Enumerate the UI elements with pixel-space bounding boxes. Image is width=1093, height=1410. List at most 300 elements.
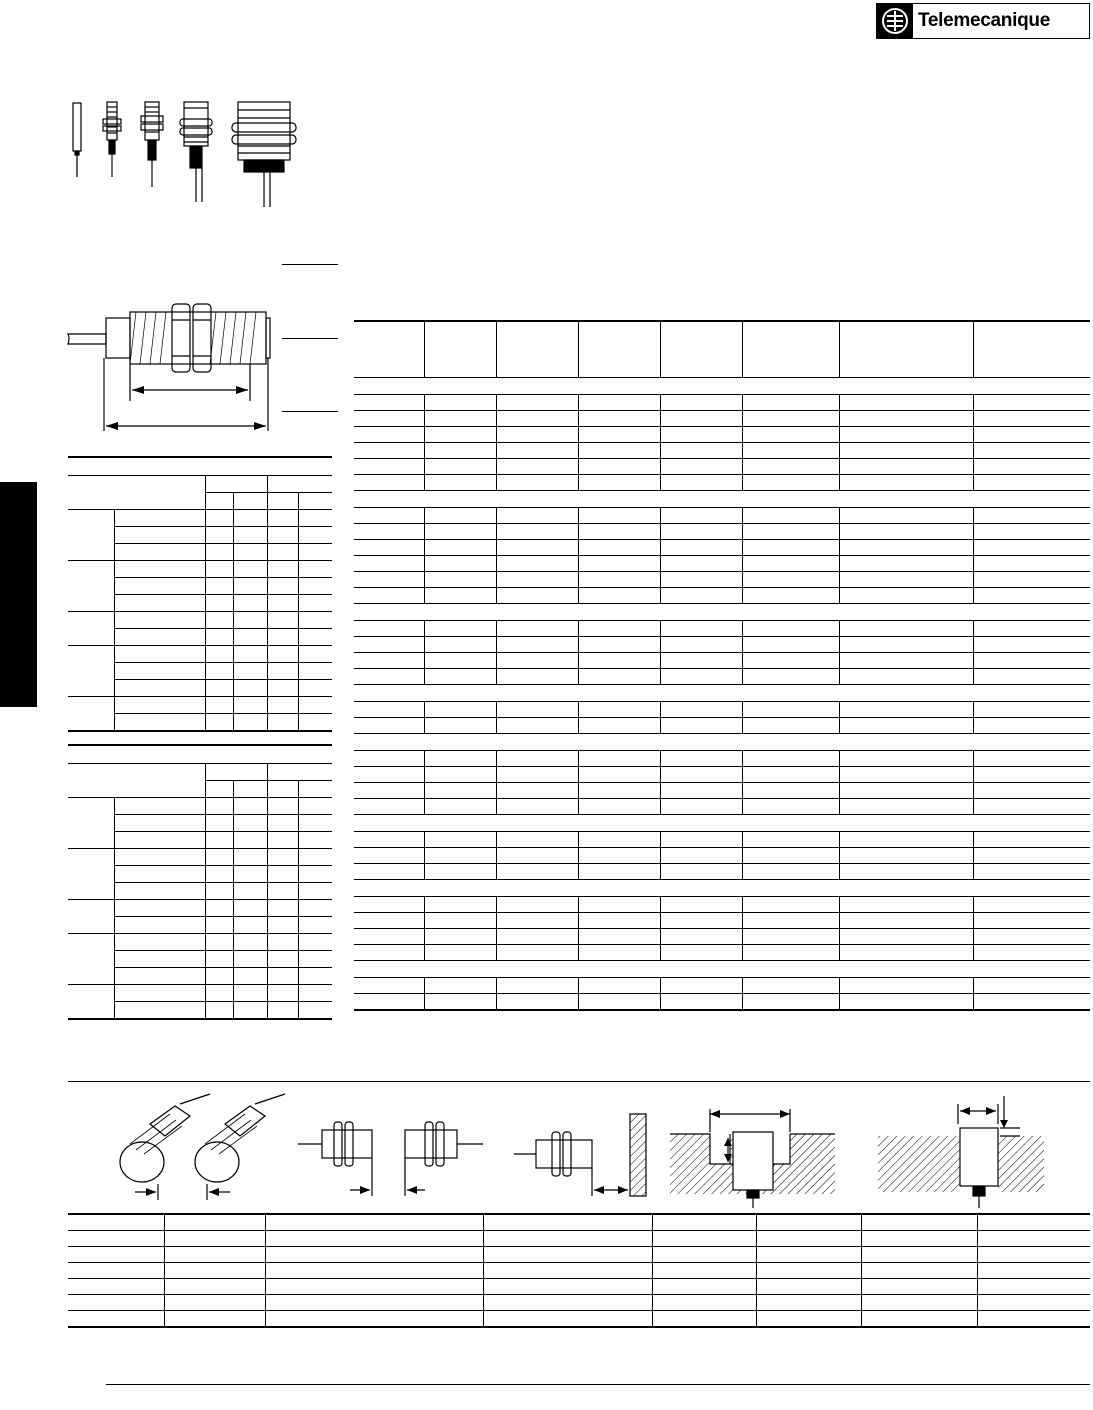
table-row <box>354 864 1090 880</box>
table-cell <box>973 897 1090 913</box>
table-row <box>354 491 1090 508</box>
table-cell <box>742 913 839 929</box>
table-cell <box>354 395 424 411</box>
table-cell <box>977 1279 1090 1295</box>
table-cell <box>578 321 660 378</box>
table-cell <box>496 443 578 459</box>
table-cell <box>742 767 839 783</box>
table-cell <box>354 702 424 718</box>
table-cell <box>660 702 742 718</box>
table-cell <box>756 1231 861 1247</box>
table-cell <box>354 588 424 604</box>
table-cell <box>424 702 496 718</box>
table-cell <box>424 832 496 848</box>
table-row <box>354 524 1090 540</box>
table-cell <box>496 540 578 556</box>
table-cell <box>973 702 1090 718</box>
table-cell <box>354 540 424 556</box>
table-cell <box>496 588 578 604</box>
table-row <box>354 994 1090 1011</box>
table-cell <box>973 588 1090 604</box>
table-cell <box>839 427 973 443</box>
table-cell <box>839 929 973 945</box>
table-row <box>68 1214 1090 1231</box>
table-cell <box>578 718 660 734</box>
table-cell <box>742 556 839 572</box>
table-cell <box>496 653 578 669</box>
table-cell <box>742 637 839 653</box>
table-cell <box>973 799 1090 815</box>
table-cell <box>861 1214 977 1231</box>
table-cell <box>742 897 839 913</box>
table-cell <box>354 832 424 848</box>
section-row <box>354 880 1090 897</box>
table-row <box>354 321 1090 378</box>
table-row <box>354 897 1090 913</box>
table-cell <box>660 767 742 783</box>
table-cell <box>578 508 660 524</box>
rule <box>282 338 338 339</box>
table-cell <box>652 1295 756 1311</box>
table-cell <box>839 767 973 783</box>
table-cell <box>839 653 973 669</box>
table-cell <box>578 621 660 637</box>
table-cell <box>354 848 424 864</box>
table-cell <box>660 459 742 475</box>
table-cell <box>660 395 742 411</box>
table-cell <box>496 751 578 767</box>
table-cell <box>578 540 660 556</box>
table-cell <box>977 1311 1090 1328</box>
table-cell <box>164 1311 265 1328</box>
table-cell <box>354 411 424 427</box>
table-row <box>354 475 1090 491</box>
table-cell <box>973 864 1090 880</box>
table-cell <box>660 913 742 929</box>
table-cell <box>839 978 973 994</box>
table-cell <box>660 848 742 864</box>
table-cell <box>839 994 973 1011</box>
table-cell <box>742 572 839 588</box>
table-cell <box>742 945 839 961</box>
table-cell <box>424 864 496 880</box>
table-cell <box>973 783 1090 799</box>
table-cell <box>164 1295 265 1311</box>
table-cell <box>354 978 424 994</box>
table-row <box>354 427 1090 443</box>
table-cell <box>424 540 496 556</box>
table-cell <box>578 653 660 669</box>
table-cell <box>354 864 424 880</box>
table-cell <box>660 443 742 459</box>
table-cell <box>496 556 578 572</box>
table-cell <box>839 945 973 961</box>
table-cell <box>496 783 578 799</box>
brand-logo <box>876 3 1090 39</box>
table-cell <box>660 321 742 378</box>
table-cell <box>977 1263 1090 1279</box>
table-cell <box>660 799 742 815</box>
table-cell <box>424 669 496 685</box>
table-cell <box>496 669 578 685</box>
table-row <box>354 815 1090 832</box>
table-cell <box>496 994 578 1011</box>
table-cell <box>424 556 496 572</box>
table-cell <box>742 411 839 427</box>
table-row <box>68 1279 1090 1295</box>
table-cell <box>742 669 839 685</box>
table-cell <box>660 783 742 799</box>
table-cell <box>977 1231 1090 1247</box>
table-cell <box>977 1214 1090 1231</box>
table-cell <box>742 540 839 556</box>
table-cell <box>354 556 424 572</box>
table-cell <box>660 540 742 556</box>
table-cell <box>742 929 839 945</box>
table-cell <box>354 427 424 443</box>
table-cell <box>861 1279 977 1295</box>
table-cell <box>578 524 660 540</box>
table-cell <box>483 1247 652 1263</box>
table-cell <box>578 475 660 491</box>
table-cell <box>660 653 742 669</box>
table-row <box>354 621 1090 637</box>
table-cell <box>496 459 578 475</box>
table-cell <box>578 751 660 767</box>
table-cell <box>265 1247 483 1263</box>
table-cell <box>973 395 1090 411</box>
table-cell <box>660 832 742 848</box>
table-cell <box>861 1295 977 1311</box>
table-row <box>68 1311 1090 1328</box>
table-cell <box>424 929 496 945</box>
table-cell <box>578 929 660 945</box>
table-cell <box>424 913 496 929</box>
table-cell <box>652 1279 756 1295</box>
table-cell <box>839 621 973 637</box>
table-cell <box>354 718 424 734</box>
table-cell <box>578 799 660 815</box>
table-cell <box>973 427 1090 443</box>
proximity-sensor-range-illustration <box>66 97 306 212</box>
table-cell <box>496 929 578 945</box>
table-cell <box>483 1295 652 1311</box>
footer-rule <box>106 1384 1090 1385</box>
table-row <box>354 459 1090 475</box>
sensor-dimension-drawing <box>66 296 276 436</box>
table-row <box>354 702 1090 718</box>
brand-name: Telemecanique <box>918 10 1050 31</box>
table-cell <box>354 929 424 945</box>
table-cell <box>354 945 424 961</box>
table-cell <box>660 411 742 427</box>
table-cell <box>578 395 660 411</box>
table-cell <box>424 427 496 443</box>
table-cell <box>496 832 578 848</box>
table-cell <box>652 1263 756 1279</box>
table-cell <box>68 1214 164 1231</box>
table-cell <box>839 540 973 556</box>
table-row <box>354 929 1090 945</box>
table-cell <box>839 459 973 475</box>
table-cell <box>496 897 578 913</box>
table-cell <box>660 572 742 588</box>
table-cell <box>756 1295 861 1311</box>
table-cell <box>756 1247 861 1263</box>
table-cell <box>977 1295 1090 1311</box>
table-cell <box>265 1279 483 1295</box>
table-cell <box>973 637 1090 653</box>
table-cell <box>973 929 1090 945</box>
table-cell <box>496 767 578 783</box>
table-cell <box>424 637 496 653</box>
table-cell <box>742 994 839 1011</box>
table-cell <box>424 588 496 604</box>
table-cell <box>483 1311 652 1328</box>
rule <box>282 411 338 412</box>
table-cell <box>839 864 973 880</box>
table-cell <box>742 783 839 799</box>
table-row <box>354 653 1090 669</box>
table-cell <box>742 832 839 848</box>
table-row <box>354 734 1090 751</box>
table-cell <box>496 524 578 540</box>
section-row <box>354 961 1090 978</box>
table-row <box>68 1263 1090 1279</box>
table-cell <box>973 913 1090 929</box>
table-cell <box>354 459 424 475</box>
table-cell <box>973 945 1090 961</box>
table-cell <box>660 718 742 734</box>
table-cell <box>68 1295 164 1311</box>
table-cell <box>839 702 973 718</box>
table-cell <box>578 702 660 718</box>
table-cell <box>660 475 742 491</box>
table-cell <box>578 427 660 443</box>
table-row <box>354 588 1090 604</box>
table-cell <box>578 572 660 588</box>
table-cell <box>265 1231 483 1247</box>
table-row <box>354 669 1090 685</box>
table-cell <box>973 459 1090 475</box>
table-cell <box>742 459 839 475</box>
table-cell <box>742 475 839 491</box>
table-cell <box>742 588 839 604</box>
table-cell <box>742 443 839 459</box>
table-cell <box>424 783 496 799</box>
table-row <box>354 540 1090 556</box>
table-cell <box>973 556 1090 572</box>
table-cell <box>483 1214 652 1231</box>
table-row <box>354 556 1090 572</box>
table-cell <box>68 1247 164 1263</box>
table-cell <box>496 395 578 411</box>
table-cell <box>424 994 496 1011</box>
table-cell <box>578 637 660 653</box>
table-cell <box>742 848 839 864</box>
table-cell <box>660 978 742 994</box>
table-cell <box>424 751 496 767</box>
table-cell <box>496 321 578 378</box>
table-cell <box>424 978 496 994</box>
table-cell <box>742 653 839 669</box>
table-cell <box>483 1263 652 1279</box>
table-cell <box>496 475 578 491</box>
table-cell <box>742 395 839 411</box>
table-cell <box>660 929 742 945</box>
table-cell <box>496 799 578 815</box>
table-cell <box>660 637 742 653</box>
table-cell <box>496 913 578 929</box>
table-cell <box>265 1263 483 1279</box>
table-cell <box>839 524 973 540</box>
table-cell <box>354 508 424 524</box>
table-cell <box>68 1231 164 1247</box>
table-row <box>354 799 1090 815</box>
table-cell <box>973 978 1090 994</box>
section-row <box>354 491 1090 508</box>
table-row <box>68 1295 1090 1311</box>
table-cell <box>424 848 496 864</box>
table-cell <box>660 427 742 443</box>
table-cell <box>742 321 839 378</box>
table-cell <box>578 848 660 864</box>
left-table-2 <box>68 744 332 1020</box>
table-cell <box>742 427 839 443</box>
table-cell <box>496 978 578 994</box>
table-cell <box>164 1263 265 1279</box>
table-cell <box>973 411 1090 427</box>
section-row <box>354 604 1090 621</box>
table-row <box>354 961 1090 978</box>
table-cell <box>496 702 578 718</box>
table-cell <box>660 556 742 572</box>
table-cell <box>839 475 973 491</box>
table-cell <box>164 1214 265 1231</box>
table-cell <box>164 1231 265 1247</box>
table-row <box>354 913 1090 929</box>
table-cell <box>164 1279 265 1295</box>
table-cell <box>756 1311 861 1328</box>
table-cell <box>424 572 496 588</box>
table-cell <box>660 508 742 524</box>
table-cell <box>660 669 742 685</box>
table-cell <box>354 767 424 783</box>
table-cell <box>354 637 424 653</box>
table-cell <box>861 1231 977 1247</box>
table-cell <box>265 1295 483 1311</box>
table-cell <box>742 864 839 880</box>
table-cell <box>578 832 660 848</box>
table-cell <box>424 524 496 540</box>
table-cell <box>839 395 973 411</box>
table-cell <box>756 1263 861 1279</box>
table-cell <box>839 556 973 572</box>
table-cell <box>424 475 496 491</box>
table-cell <box>496 718 578 734</box>
table-row <box>68 1247 1090 1263</box>
table-cell <box>354 443 424 459</box>
table-cell <box>578 588 660 604</box>
table-cell <box>354 669 424 685</box>
table-row <box>354 783 1090 799</box>
table-cell <box>742 702 839 718</box>
table-cell <box>973 508 1090 524</box>
table-cell <box>354 751 424 767</box>
table-cell <box>756 1214 861 1231</box>
mounting-arrangement-illustrations <box>100 1084 1093 1209</box>
table-cell <box>354 572 424 588</box>
table-cell <box>164 1247 265 1263</box>
rule <box>282 264 338 265</box>
table-cell <box>483 1279 652 1295</box>
table-cell <box>578 864 660 880</box>
table-cell <box>660 994 742 1011</box>
table-cell <box>424 508 496 524</box>
table-cell <box>424 945 496 961</box>
table-row <box>354 832 1090 848</box>
table-cell <box>839 783 973 799</box>
table-cell <box>973 848 1090 864</box>
table-cell <box>265 1311 483 1328</box>
table-cell <box>578 897 660 913</box>
table-cell <box>578 443 660 459</box>
table-cell <box>424 443 496 459</box>
table-cell <box>660 945 742 961</box>
table-cell <box>660 864 742 880</box>
product-reference-table <box>354 320 1090 1011</box>
section-row <box>354 685 1090 702</box>
table-row <box>354 604 1090 621</box>
table-cell <box>424 799 496 815</box>
table-cell <box>660 751 742 767</box>
table-cell <box>973 767 1090 783</box>
table-cell <box>424 621 496 637</box>
table-row <box>354 718 1090 734</box>
table-cell <box>496 945 578 961</box>
table-cell <box>354 994 424 1011</box>
table-cell <box>973 475 1090 491</box>
table-cell <box>354 321 424 378</box>
section-divider <box>68 1081 1090 1082</box>
table-cell <box>660 588 742 604</box>
table-cell <box>973 572 1090 588</box>
table-cell <box>496 572 578 588</box>
table-cell <box>977 1247 1090 1263</box>
table-cell <box>839 637 973 653</box>
table-cell <box>424 767 496 783</box>
table-cell <box>496 637 578 653</box>
table-cell <box>839 321 973 378</box>
table-cell <box>861 1247 977 1263</box>
table-cell <box>578 556 660 572</box>
table-cell <box>652 1231 756 1247</box>
table-cell <box>973 718 1090 734</box>
telemecanique-logo-icon <box>877 4 913 38</box>
table-cell <box>839 832 973 848</box>
table-cell <box>68 1263 164 1279</box>
table-cell <box>839 913 973 929</box>
table-cell <box>742 621 839 637</box>
table-row <box>354 751 1090 767</box>
table-row <box>68 1231 1090 1247</box>
table-cell <box>973 321 1090 378</box>
table-cell <box>839 751 973 767</box>
table-cell <box>578 945 660 961</box>
table-cell <box>742 751 839 767</box>
table-cell <box>354 524 424 540</box>
table-row <box>354 767 1090 783</box>
